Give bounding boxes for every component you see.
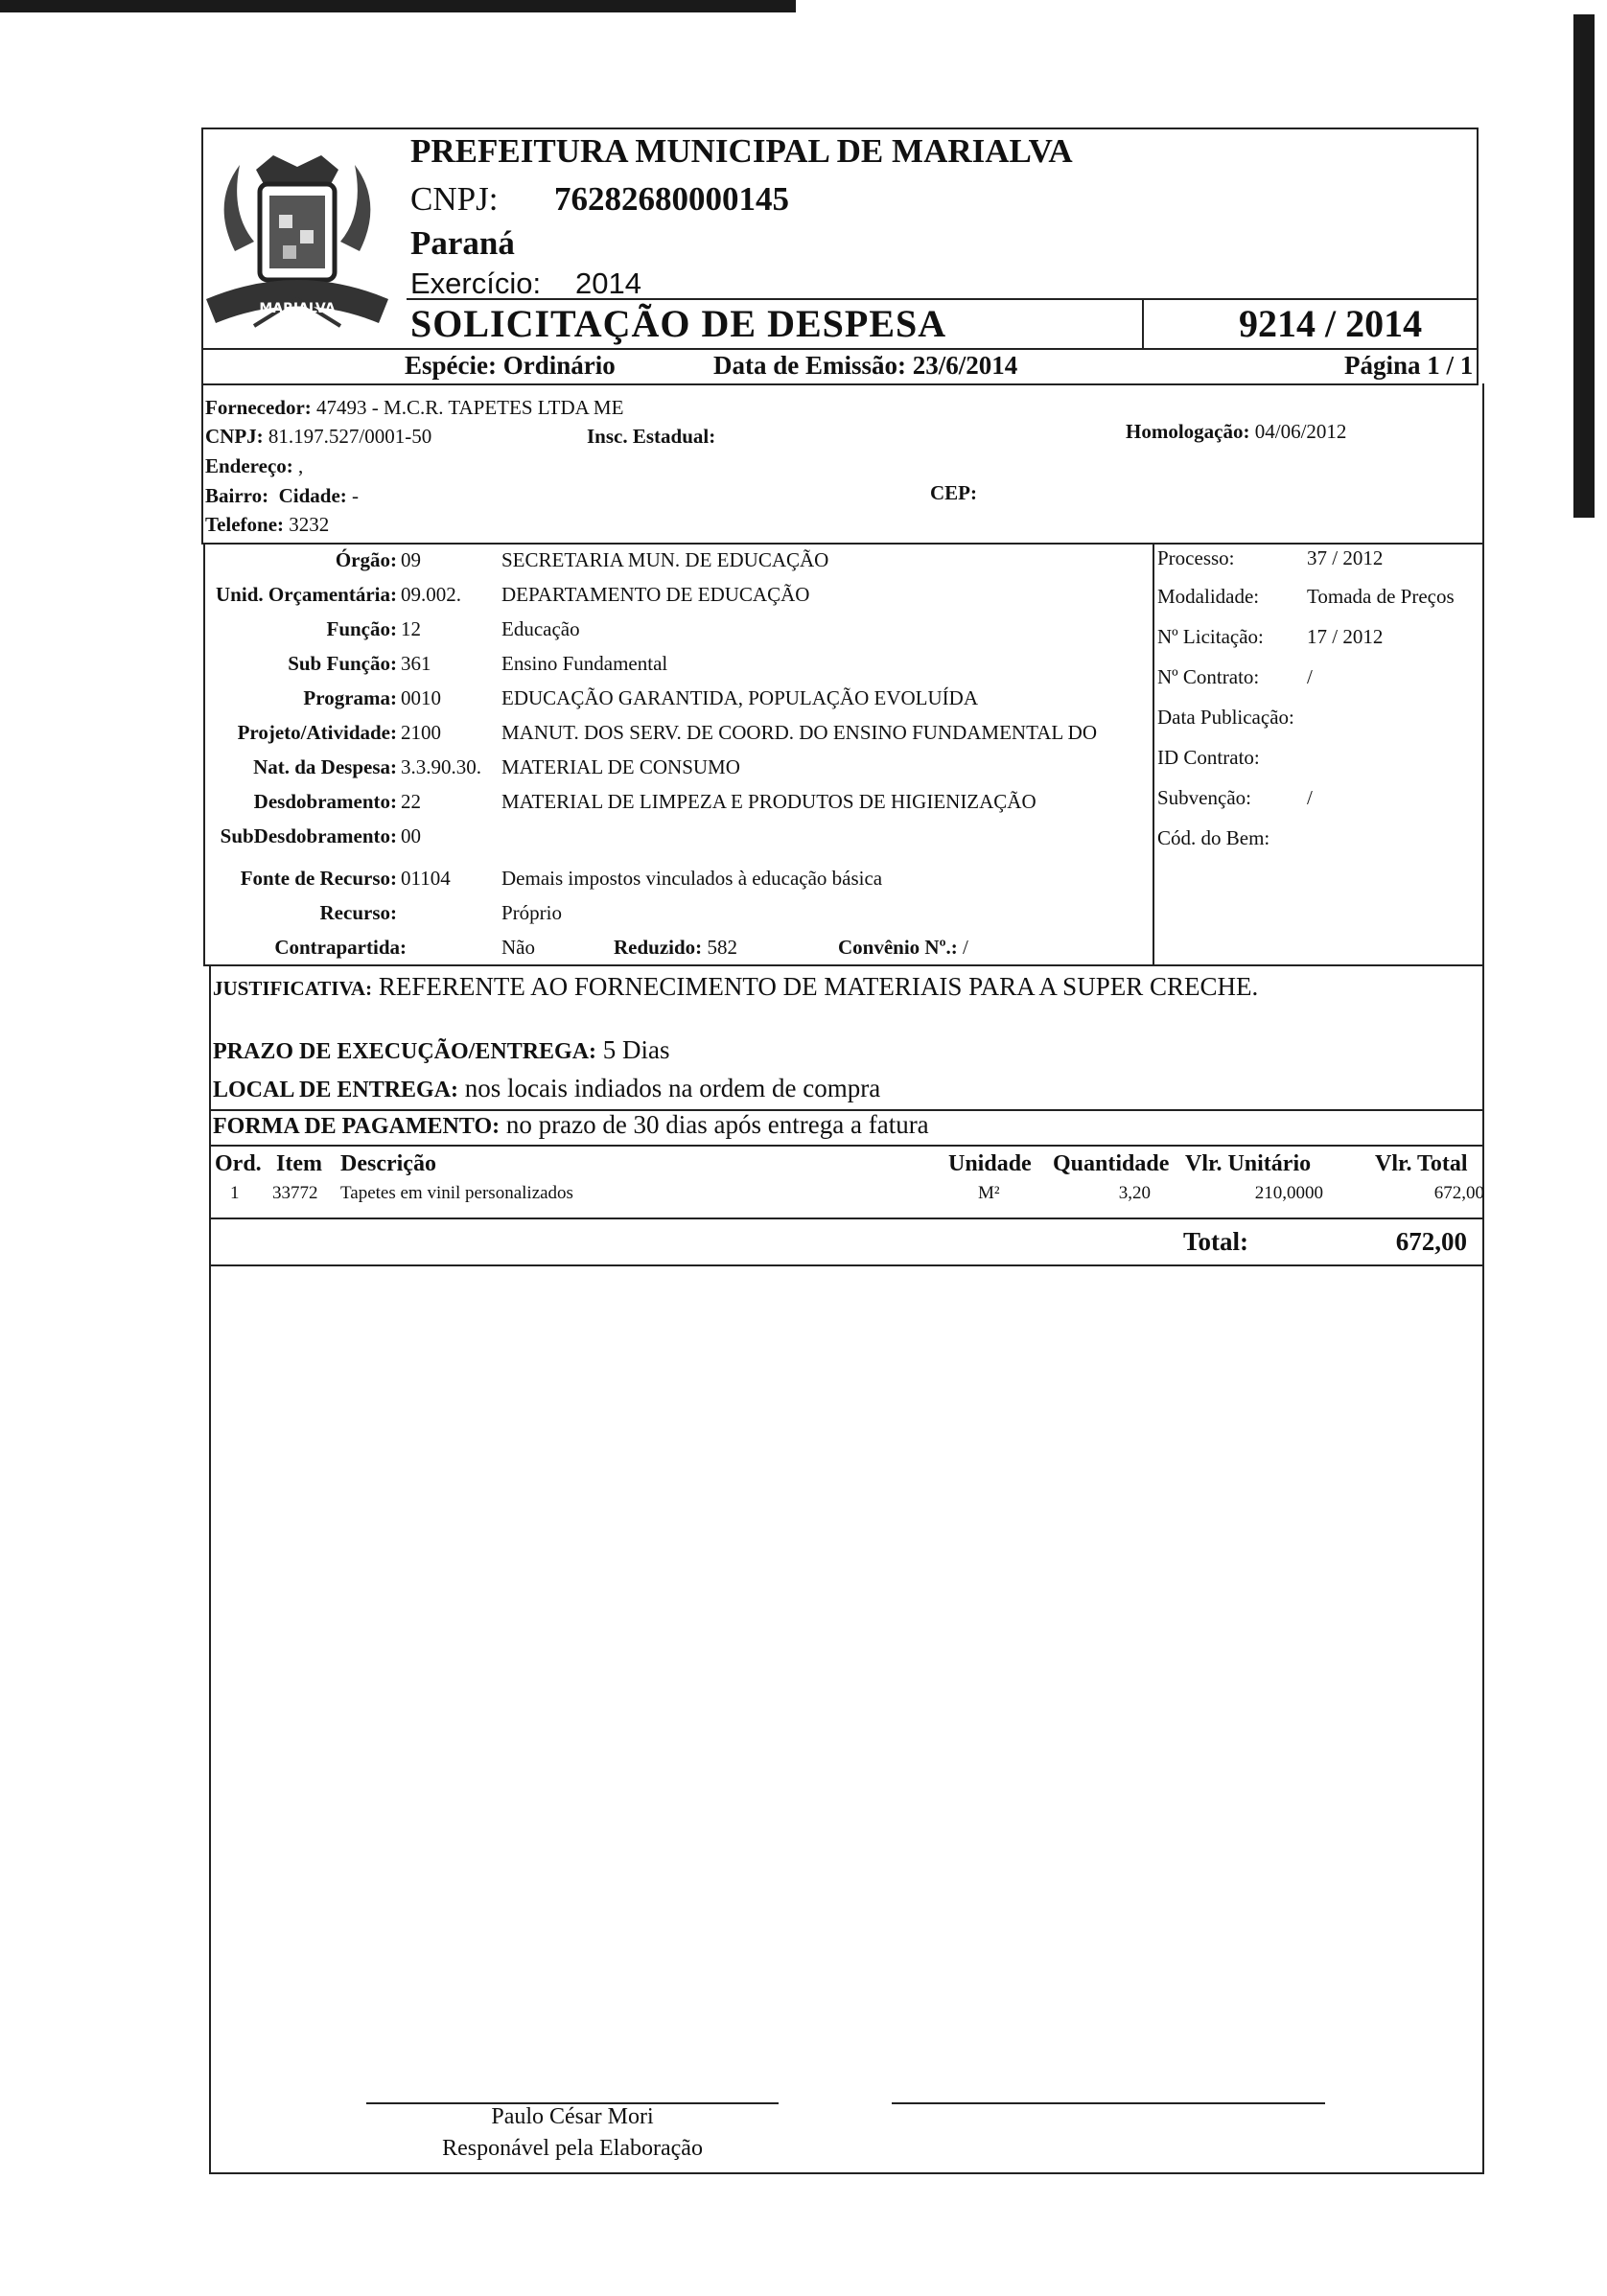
dotacao-label: Órgão: xyxy=(335,548,397,571)
dotacao-code: 0010 xyxy=(401,686,441,709)
items-border-right xyxy=(1482,1145,1484,2174)
header-border-bottom xyxy=(201,383,1479,385)
dotacao-label: Fonte de Recurso: xyxy=(240,867,397,890)
col-quantidade-header: Quantidade xyxy=(1053,1151,1170,1176)
pagamento-underline xyxy=(211,1145,1484,1147)
dotacao-desc: Educação xyxy=(501,617,580,640)
header-title-topline xyxy=(407,298,1479,300)
dotacao-desc: DEPARTAMENTO DE EDUCAÇÃO xyxy=(501,583,810,606)
dotacao-row-label xyxy=(109,790,397,814)
dotacao-desc: MANUT. DOS SERV. DE COORD. DO ENSINO FUNDAMENTAL DO xyxy=(501,721,1098,744)
dotacao-row-label xyxy=(109,867,397,891)
header-number-divider xyxy=(1142,300,1144,350)
processo-value: / xyxy=(1307,665,1313,688)
pagina: Página 1 / 1 xyxy=(1344,351,1474,380)
fornecedor-border-left xyxy=(201,383,203,545)
doc-number: 9214 / 2014 xyxy=(1239,302,1423,345)
dotacao-row-label xyxy=(109,721,397,745)
signature-name: Paulo César Mori xyxy=(491,2104,654,2129)
col-descricao-header: Descrição xyxy=(340,1151,436,1176)
processo-value: 17 / 2012 xyxy=(1307,625,1384,648)
contrapartida-value: Não xyxy=(501,936,535,959)
header-border-top xyxy=(201,128,1479,129)
dotacao-desc: MATERIAL DE LIMPEZA E PRODUTOS DE HIGIENIZAÇÃO xyxy=(501,790,1036,813)
dotacao-label: Projeto/Atividade: xyxy=(237,721,397,744)
dotacao-border-right xyxy=(1482,543,1484,966)
processo-label: Processo: xyxy=(1157,546,1235,569)
pagamento-value: no prazo de 30 dias após entrega a fatura xyxy=(505,1110,929,1139)
local-label: LOCAL DE ENTREGA: xyxy=(213,1078,459,1102)
dotacao-label: Função: xyxy=(326,617,397,640)
dotacao-code: 3.3.90.30. xyxy=(401,755,481,778)
prazo-label: PRAZO DE EXECUÇÃO/ENTREGA: xyxy=(213,1039,597,1064)
dotacao-row-label xyxy=(109,617,397,641)
total-topline xyxy=(209,1218,1484,1219)
scan-edge-top xyxy=(0,0,796,12)
fornecedor-cnpj-label: CNPJ: xyxy=(205,425,264,448)
dotacao-code: 09 xyxy=(401,548,421,571)
telefone-value: 3232 xyxy=(289,513,330,536)
homologacao-label: Homologação: xyxy=(1126,420,1250,443)
header-title-divider xyxy=(201,348,1479,350)
coat-of-arms-icon xyxy=(197,146,398,342)
prazo-value: 5 Dias xyxy=(602,1035,670,1064)
endereco-label: Endereço: xyxy=(205,454,293,477)
dotacao-code: 361 xyxy=(401,652,431,675)
dotacao-label: Unid. Orçamentária: xyxy=(216,583,397,606)
just-border-left xyxy=(209,964,211,1147)
local-value: nos locais indiados na ordem de compra xyxy=(464,1074,881,1102)
fornecedor-value: 47493 - M.C.R. TAPETES LTDA ME xyxy=(316,396,624,419)
reduzido-value: 582 xyxy=(707,936,737,959)
telefone-label: Telefone: xyxy=(205,513,285,536)
pagamento-label: FORMA DE PAGAMENTO: xyxy=(213,1114,501,1139)
dotacao-row-label xyxy=(109,824,397,848)
bairro-label: Bairro: xyxy=(205,484,269,507)
processo-label: ID Contrato: xyxy=(1157,746,1260,769)
dotacao-label: Desdobramento: xyxy=(253,790,397,813)
dotacao-desc: SECRETARIA MUN. DE EDUCAÇÃO xyxy=(501,548,829,571)
dotacao-border-bottom xyxy=(203,964,1484,966)
dotacao-label: Nat. da Despesa: xyxy=(253,755,397,778)
item-cell-vlr-unitario: 210,0000 xyxy=(1254,1183,1323,1203)
col-vlr-total-header: Vlr. Total xyxy=(1375,1151,1468,1176)
item-cell-item: 33772 xyxy=(272,1183,318,1203)
convenio-label: Convênio Nº.: xyxy=(838,936,958,959)
fornecedor-cnpj-value: 81.197.527/0001-50 xyxy=(268,425,432,448)
dotacao-desc: Próprio xyxy=(501,901,562,924)
col-ord-header: Ord. xyxy=(215,1151,262,1176)
fornecedor-label: Fornecedor: xyxy=(205,396,312,419)
doc-title: SOLICITAÇÃO DE DESPESA xyxy=(410,302,947,345)
convenio-value: / xyxy=(963,936,968,959)
col-unidade-header: Unidade xyxy=(948,1151,1032,1176)
exercicio-label: Exercício: xyxy=(410,267,542,300)
items-border-bottom xyxy=(209,2172,1484,2174)
endereco-value: , xyxy=(298,454,304,477)
processo-value: Tomada de Preços xyxy=(1307,585,1455,608)
item-cell-vlr-total: 672,00 xyxy=(1433,1183,1484,1203)
data-emissao: Data de Emissão: 23/6/2014 xyxy=(713,351,1018,380)
fornecedor-border-bottom xyxy=(201,543,1484,545)
cidade-value: - xyxy=(352,484,360,507)
justificativa-value: REFERENTE AO FORNECIMENTO DE MATERIAIS PARA A SUPER CRECHE. xyxy=(378,972,1259,1001)
dotacao-row-label xyxy=(109,755,397,779)
dotacao-desc: MATERIAL DE CONSUMO xyxy=(501,755,740,778)
especie: Espécie: Ordinário xyxy=(405,351,616,380)
just-border-right xyxy=(1482,964,1484,1147)
processo-label: Modalidade: xyxy=(1157,585,1260,608)
items-border-left xyxy=(209,1145,211,2174)
dotacao-row-label xyxy=(109,686,397,710)
processo-label: Subvenção: xyxy=(1157,786,1251,809)
exercicio-value: 2014 xyxy=(575,267,641,300)
dotacao-row-label xyxy=(109,652,397,676)
dotacao-row-label xyxy=(109,901,397,925)
dotacao-code: 2100 xyxy=(401,721,441,744)
item-cell-descricao: Tapetes em vinil personalizados xyxy=(340,1183,573,1203)
header-cnpj-value: 76282680000145 xyxy=(554,180,789,218)
dotacao-code: 09.002. xyxy=(401,583,461,606)
reduzido-label: Reduzido: xyxy=(614,936,703,959)
item-cell-quantidade: 3,20 xyxy=(1118,1183,1151,1203)
signature-role: Responável pela Elaboração xyxy=(442,2136,703,2161)
insc-estadual-label: Insc. Estadual: xyxy=(587,425,716,448)
homologacao-value: 04/06/2012 xyxy=(1254,420,1347,443)
item-cell-ord: 1 xyxy=(230,1183,240,1203)
processo-label: Cód. do Bem: xyxy=(1157,826,1270,849)
dotacao-code: 00 xyxy=(401,824,421,847)
state-name: Paraná xyxy=(410,224,515,262)
dotacao-desc: Ensino Fundamental xyxy=(501,652,668,675)
dotacao-row-label xyxy=(109,548,397,572)
total-value: 672,00 xyxy=(1395,1227,1467,1256)
cidade-label: Cidade: xyxy=(278,484,347,507)
total-label: Total: xyxy=(1183,1227,1249,1256)
dotacao-label: Sub Função: xyxy=(288,652,397,675)
seal-text: MARIALVA xyxy=(259,301,336,316)
cep-label: CEP: xyxy=(930,481,977,504)
dotacao-desc: Demais impostos vinculados à educação básica xyxy=(501,867,883,890)
dotacao-label: SubDesdobramento: xyxy=(220,824,397,847)
header-cnpj-label: CNPJ: xyxy=(410,180,499,218)
dotacao-code: 22 xyxy=(401,790,421,813)
processo-divider xyxy=(1153,543,1154,966)
org-name: PREFEITURA MUNICIPAL DE MARIALVA xyxy=(410,132,1073,170)
processo-value: 37 / 2012 xyxy=(1307,546,1384,569)
col-item-header: Item xyxy=(276,1151,322,1176)
contrapartida-label: Contrapartida: xyxy=(274,936,407,959)
dotacao-row-label xyxy=(109,583,397,607)
dotacao-code: 12 xyxy=(401,617,421,640)
dotacao-label: Programa: xyxy=(303,686,397,709)
col-vlr-unitario-header: Vlr. Unitário xyxy=(1185,1151,1312,1176)
processo-value: / xyxy=(1307,786,1313,809)
dotacao-label: Recurso: xyxy=(319,901,397,924)
fornecedor-border-right xyxy=(1482,383,1484,545)
scan-edge-right xyxy=(1573,14,1595,518)
signature-line-right xyxy=(892,2102,1325,2104)
processo-label: Nº Contrato: xyxy=(1157,665,1260,688)
processo-label: Nº Licitação: xyxy=(1157,625,1264,648)
header-border-right xyxy=(1477,128,1479,384)
justificativa-label: JUSTIFICATIVA: xyxy=(213,977,373,1000)
total-bottomline xyxy=(209,1264,1484,1266)
dotacao-desc: EDUCAÇÃO GARANTIDA, POPULAÇÃO EVOLUÍDA xyxy=(501,686,978,709)
dotacao-code: 01104 xyxy=(401,867,451,890)
item-cell-unidade: M² xyxy=(978,1183,1000,1203)
processo-label: Data Publicação: xyxy=(1157,706,1294,729)
